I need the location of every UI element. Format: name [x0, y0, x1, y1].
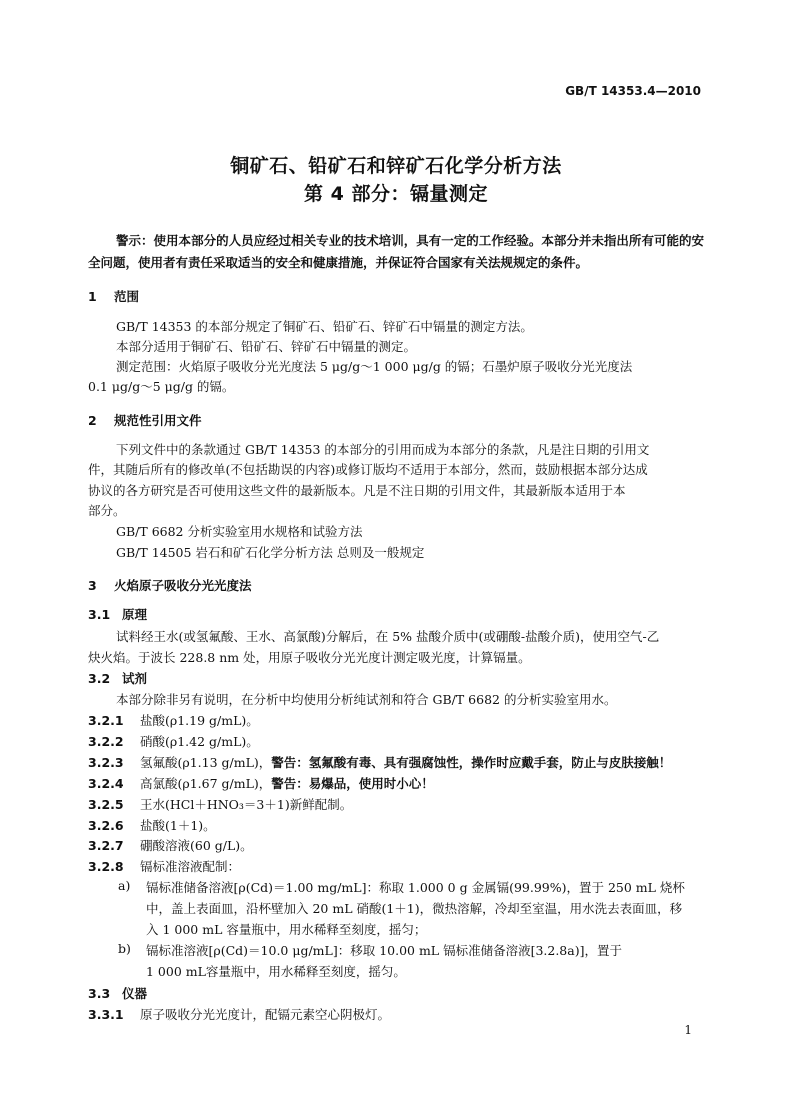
- references-line-3: 协议的各方研究是否可使用这些文件的最新版本。凡是不注日期的引用文件，其最新版本适用于本: [88, 483, 626, 498]
- document-subtitle: 第 4 部分：镉量测定: [304, 183, 488, 205]
- clause-number: 3.2.5: [88, 797, 124, 812]
- reagents-intro: 本部分除非另有说明，在分析中均使用分析纯试剂和符合 GB/T 6682 的分析实验室用水。: [116, 692, 617, 707]
- clause-3-2-8: [88, 857, 240, 875]
- subsection-heading-apparatus: [88, 984, 147, 1002]
- section-number: 3: [88, 578, 97, 593]
- warning-paragraph: 警示：使用本部分的人员应经过相关专业的技术培训，具有一定的工作经验。本部分并未指出所有可能的安全问题，使用者有责任采取适当的安全和健康措施，并保证符合国家有关法规规定的条件。: [88, 233, 704, 270]
- clause-number: 3.3.1: [88, 1007, 124, 1022]
- clause-text: 氢氟酸(ρ1.13 g/mL)，: [140, 755, 272, 770]
- section-heading-references: [88, 411, 202, 429]
- reference-item-2: GB/T 14505 岩石和矿石化学分析方法 总则及一般规定: [116, 545, 425, 560]
- list-item-a-label: a): [118, 878, 131, 893]
- clause-3-2-3: [88, 753, 671, 771]
- clause-text: 盐酸(1＋1)。: [140, 818, 216, 833]
- list-item-b-line-2: 1 000 mL容量瓶中，用水稀释至刻度，摇匀。: [146, 964, 406, 979]
- clause-3-2-1: [88, 711, 259, 729]
- list-item-a-line-1: 镉标准储备溶液[ρ(Cd)＝1.00 mg/mL]：称取 1.000 0 g 金属镉(99.99%)，置于 250 mL 烧杯: [146, 880, 685, 895]
- clause-number: 3.2.7: [88, 838, 124, 853]
- section-number: 1: [88, 289, 97, 304]
- section-number: 2: [88, 413, 97, 428]
- scope-paragraph-3b: 0.1 μg/g～5 μg/g 的镉。: [88, 379, 235, 394]
- clause-text: 高氯酸(ρ1.67 g/mL)，: [140, 776, 272, 791]
- reference-item-1: GB/T 6682 分析实验室用水规格和试验方法: [116, 524, 363, 539]
- page-number: 1: [684, 1023, 692, 1037]
- list-item-b-label: b): [118, 941, 131, 956]
- standard-code: GB/T 14353.4—2010: [565, 84, 701, 98]
- clause-number: 3.2.6: [88, 818, 124, 833]
- section-heading-flame-aas: [88, 576, 252, 594]
- clause-3-3-1: [88, 1005, 390, 1023]
- section-title: 规范性引用文件: [114, 413, 202, 428]
- subsection-title: 原理: [122, 607, 148, 622]
- clause-number: 3.2.2: [88, 734, 124, 749]
- clause-number: 3.2.1: [88, 713, 124, 728]
- references-line-4: 部分。: [88, 503, 126, 518]
- list-item-b-line-1: 镉标准溶液[ρ(Cd)＝10.0 μg/mL]：移取 10.00 mL 镉标准储备溶液[3.2.8a)]，置于: [146, 943, 622, 958]
- clause-3-2-7: [88, 836, 253, 854]
- clause-3-2-5: [88, 795, 352, 813]
- scope-paragraph-3a: 测定范围：火焰原子吸收分光光度法 5 μg/g～1 000 μg/g 的镉；石墨炉原子吸收分光光度法: [116, 359, 633, 374]
- clause-text: 盐酸(ρ1.19 g/mL)。: [140, 713, 259, 728]
- clause-text: 硼酸溶液(60 g/L)。: [140, 838, 253, 853]
- section-title: 范围: [114, 289, 140, 304]
- subsection-heading-reagents: [88, 669, 147, 687]
- subsection-number: 3.2: [88, 671, 111, 686]
- scope-paragraph-2: 本部分适用于铜矿石、铅矿石、锌矿石中镉量的测定。: [116, 339, 417, 354]
- clause-3-2-4: [88, 774, 434, 792]
- references-line-2: 件，其随后所有的修改单(不包括勘误的内容)或修订版均不适用于本部分，然而，鼓励根据本部分达成: [88, 462, 648, 477]
- section-title: 火焰原子吸收分光光度法: [114, 578, 252, 593]
- scope-paragraph-1: GB/T 14353 的本部分规定了铜矿石、铅矿石、锌矿石中镉量的测定方法。: [116, 319, 533, 334]
- subsection-number: 3.1: [88, 607, 111, 622]
- clause-number: 3.2.3: [88, 755, 124, 770]
- clause-3-2-6: [88, 816, 216, 834]
- clause-3-2-2: [88, 732, 259, 750]
- clause-text: 王水(HCl＋HNO₃＝3＋1)新鲜配制。: [140, 797, 353, 812]
- clause-warning: 警告：易爆品，使用时小心！: [271, 776, 434, 791]
- principle-line-2: 炔火焰。于波长 228.8 nm 处，用原子吸收分光光度计测定吸光度，计算镉量。: [88, 650, 531, 665]
- principle-line-1: 试料经王水(或氢氟酸、王水、高氯酸)分解后，在 5% 盐酸介质中(或硼酸-盐酸介质)，使用空气-乙: [116, 629, 660, 644]
- references-line-1: 下列文件中的条款通过 GB/T 14353 的本部分的引用而成为本部分的条款，凡是注日期的引用文: [116, 442, 650, 457]
- subsection-heading-principle: [88, 605, 147, 623]
- subsection-title: 试剂: [122, 671, 148, 686]
- clause-text: 硝酸(ρ1.42 g/mL)。: [140, 734, 259, 749]
- subsection-number: 3.3: [88, 986, 111, 1001]
- clause-text: 镉标准溶液配制：: [140, 859, 241, 874]
- subsection-title: 仪器: [122, 986, 148, 1001]
- list-item-a-line-3: 入 1 000 mL 容量瓶中，用水稀释至刻度，摇匀；: [146, 922, 427, 937]
- clause-warning: 警告：氢氟酸有毒、具有强腐蚀性，操作时应戴手套，防止与皮肤接触！: [271, 755, 672, 770]
- list-item-a-line-2: 中，盖上表面皿，沿杯壁加入 20 mL 硝酸(1＋1)，微热溶解，冷却至室温，用水洗去表面皿，移: [146, 901, 683, 916]
- document-title: 铜矿石、铅矿石和锌矿石化学分析方法: [230, 155, 562, 177]
- section-heading-scope: [88, 287, 139, 305]
- clause-text: 原子吸收分光光度计，配镉元素空心阴极灯。: [140, 1007, 391, 1022]
- clause-number: 3.2.4: [88, 776, 124, 791]
- clause-number: 3.2.8: [88, 859, 124, 874]
